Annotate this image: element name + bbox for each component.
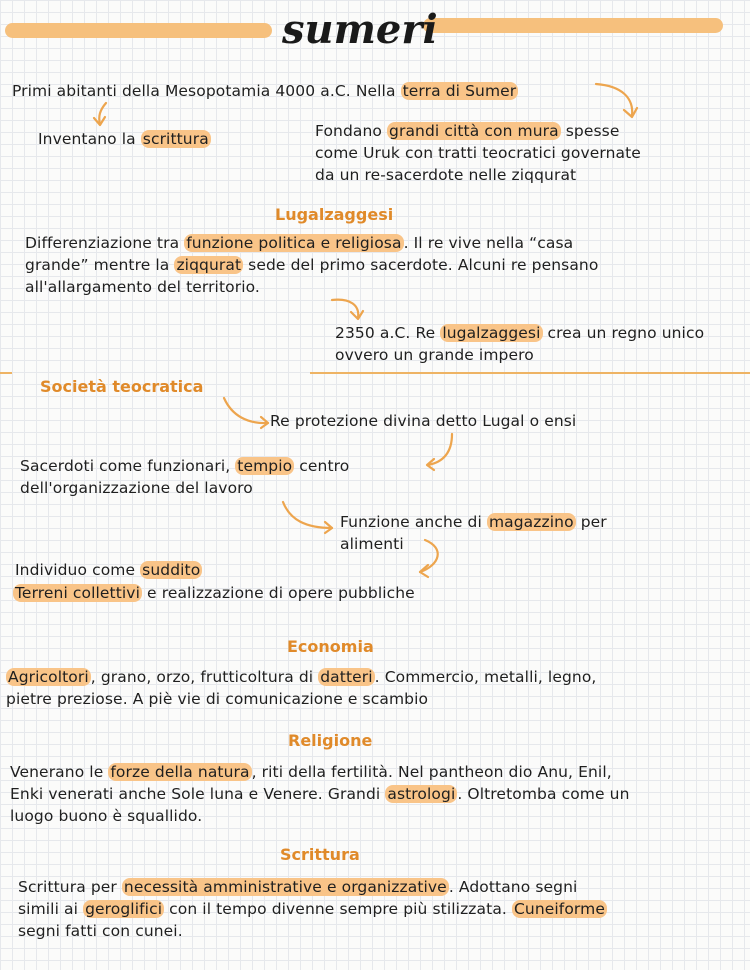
storage-text: Funzione anche di magazzino per alimenti	[340, 513, 607, 553]
lands-text: Terreni collettivi e realizzazione di opere pubbliche	[15, 584, 415, 602]
lugalzaggesi-paragraph: Differenziazione tra funzione politica e religiosa . Il re vive nella “casa grande” mentre la ziqqurat sede del primo sacerdote. Alcuni re pensano all'allargamento del territorio.	[25, 234, 599, 296]
arrow-icon	[283, 502, 332, 528]
arrow-icon	[224, 398, 268, 423]
section-heading-lugalzaggesi: Lugalzaggesi	[275, 205, 394, 224]
highlight: scrittura	[142, 130, 209, 148]
section-heading-economy: Economia	[287, 637, 374, 656]
arrow-icon	[428, 434, 452, 465]
highlight: lugalzaggesi	[442, 324, 541, 342]
highlight: Terreni collettivi	[15, 584, 140, 602]
section-divider	[310, 372, 750, 374]
title-decoration-left	[5, 23, 272, 38]
arrow-icon	[325, 522, 332, 533]
highlight: forze della natura	[110, 763, 250, 781]
highlight: suddito	[142, 561, 201, 579]
highlight: funzione politica e religiosa	[186, 234, 402, 252]
arrow-icon	[427, 459, 434, 470]
highlight: tempio	[237, 457, 293, 475]
arrow-icon	[261, 417, 268, 428]
highlight: grandi città con mura	[389, 122, 559, 140]
section-heading-writing: Scrittura	[280, 845, 360, 864]
highlight: terra di Sumer	[402, 82, 517, 100]
intro-line: Primi abitanti della Mesopotamia 4000 a.C. Nella terra di Sumer	[12, 82, 517, 100]
cities-text: Fondano grandi città con mura spesse come Uruk con tratti teocratici governate da un re-sacerdote nelle ziqqurat	[315, 122, 641, 184]
highlight: astrologi	[387, 785, 456, 803]
writing-invention-text: Inventano la scrittura	[38, 130, 209, 148]
page-title: sumeri	[282, 6, 438, 53]
arrow-icon	[596, 84, 632, 116]
title-decoration-right	[423, 18, 723, 33]
highlight: geroglifici	[85, 900, 163, 918]
empire-text: 2350 a.C. Re lugalzaggesi crea un regno unico ovvero un grande impero	[335, 324, 705, 364]
priests-text: Sacerdoti come funzionari, tempio centro dell'organizzazione del lavoro	[20, 457, 350, 497]
section-divider-left	[0, 372, 12, 374]
arrow-icon	[332, 300, 358, 318]
section-heading-religion: Religione	[288, 731, 373, 750]
highlight: ziqqurat	[176, 256, 242, 274]
king-text: Re protezione divina detto Lugal o ensi	[270, 412, 577, 430]
arrow-icon	[94, 117, 105, 125]
religion-paragraph: Venerano le forze della natura , riti della fertilità. Nel pantheon dio Anu, Enil, Enki venerati anche Sole luna e Venere. Grandi astrologi . Oltretomba come un luogo buono è squallido.	[10, 763, 630, 825]
writing-paragraph: Scrittura per necessità amministrative e organizzative . Adottano segni simili ai geroglifici con il tempo divenne sempre più stilizzata. Cuneiforme segni fatti con cunei.	[18, 878, 605, 940]
highlight: Cuneiforme	[513, 900, 605, 918]
arrow-icon	[99, 103, 106, 124]
highlight: necessità amministrative e organizzative	[123, 878, 447, 896]
arrow-icon	[624, 108, 637, 117]
economy-paragraph: Agricoltori , grano, orzo, frutticoltura di datteri . Commercio, metalli, legno, pietre preziose. A piè vie di comunicazione e scambio	[6, 668, 597, 708]
highlight: datteri	[320, 668, 373, 686]
section-heading-society: Società teocratica	[40, 377, 204, 396]
highlight: Agricoltori	[8, 668, 89, 686]
highlight: magazzino	[488, 513, 574, 531]
individual-text: Individuo come suddito	[15, 561, 201, 579]
arrow-icon	[420, 565, 428, 577]
arrow-icon	[351, 311, 363, 319]
